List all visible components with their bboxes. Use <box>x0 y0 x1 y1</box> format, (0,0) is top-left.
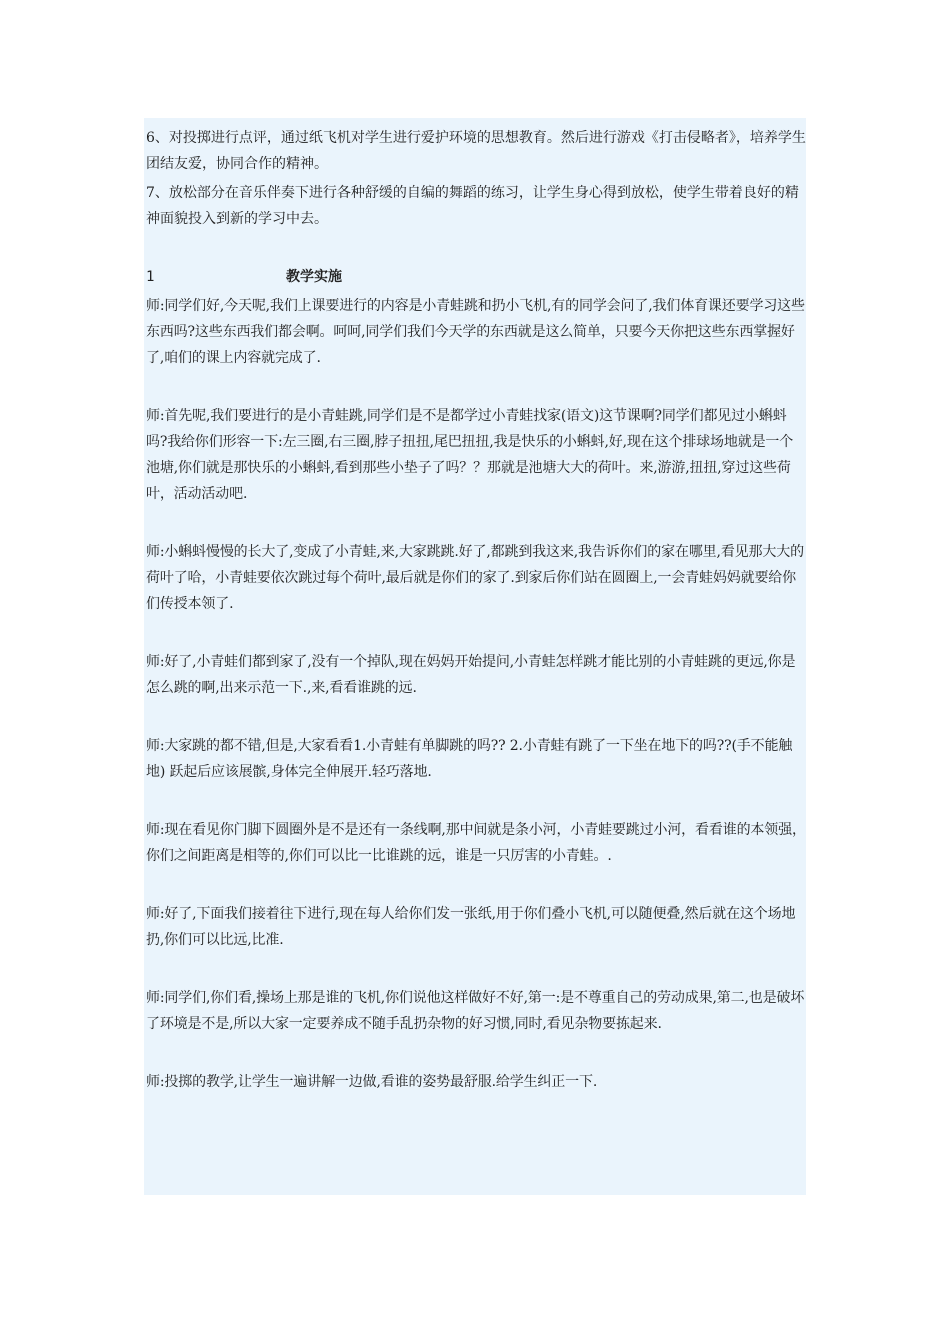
spacer <box>146 235 806 264</box>
heading-title: 教学实施 <box>286 269 342 285</box>
dialog-paragraph-8: 师:同学们,你们看,操场上那是谁的飞机,你们说他这样做好不好,第一:是不尊重自己的劳动成果,第二,也是破坏了环境是不是,所以大家一定要养成不随手乱扔杂物的好习惯,同时,看见杂物要拣起来. <box>146 990 805 1032</box>
dialog-paragraph-2: 师:首先呢,我们要进行的是小青蛙跳,同学们是不是都学过小青蛙找家(语文)这节课啊?同学们都见过小蝌蚪吗?我给你们形容一下:左三圈,右三圈,脖子扭扭,尾巴扭扭,我是快乐的小蝌蚪,好,现在这个排球场地就是一个池塘,你们就是那快乐的小蝌蚪,看到那些小垫子了吗？？那就是池塘大大的荷叶。来,游游,扭扭,穿过这些荷叶，活动活动吧. <box>146 408 794 502</box>
dialog-paragraph-3: 师:小蝌蚪慢慢的长大了,变成了小青蛙,来,大家跳跳.好了,都跳到我这来,我告诉你们的家在哪里,看见那大大的荷叶了哈，小青蛙要依次跳过每个荷叶,最后就是你们的家了.到家后你们站在圆圈上,一会青蛙妈妈就要给你们传授本领了. <box>146 544 804 612</box>
section-heading <box>146 264 806 290</box>
document-content-block <box>144 118 806 1195</box>
paragraph-intro-6: 6、对投掷进行点评，通过纸飞机对学生进行爱护环境的思想教育。然后进行游戏《打击侵略者》，培养学生团结友爱，协同合作的精神。 <box>146 130 806 172</box>
dialog-paragraph-1: 师:同学们好,今天呢,我们上课要进行的内容是小青蛙跳和扔小飞机,有的同学会问了,我们体育课还要学习这些东西吗?这些东西我们都会啊。呵呵,同学们我们今天学的东西就是这么简单，只要今天你把这些东西掌握好了,咱们的课上内容就完成了. <box>146 298 805 366</box>
dialog-paragraph-7: 师:好了,下面我们接着往下进行,现在每人给你们发一张纸,用于你们叠小飞机,可以随便叠,然后就在这个场地扔,你们可以比远,比准. <box>146 906 796 948</box>
paragraph-intro-7: 7、放松部分在音乐伴奏下进行各种舒缓的自编的舞蹈的练习，让学生身心得到放松，使学生带着良好的精神面貌投入到新的学习中去。 <box>146 185 799 227</box>
heading-number: 1 <box>146 269 155 285</box>
dialog-paragraph-9: 师:投掷的教学,让学生一遍讲解一边做,看谁的姿势最舒服.给学生纠正一下. <box>146 1074 598 1090</box>
dialog-paragraph-6: 师:现在看见你门脚下圆圈外是不是还有一条线啊,那中间就是条小河，小青蛙要跳过小河，看看谁的本领强，你们之间距离是相等的,你们可以比一比谁跳的远，谁是一只厉害的小青蛙。. <box>146 822 806 864</box>
dialog-paragraph-5: 师:大家跳的都不错,但是,大家看看1.小青蛙有单脚跳的吗?? 2.小青蛙有跳了一下坐在地下的吗??(手不能触地) 跃起后应该展髌,身体完全伸展开.轻巧落地. <box>146 738 793 780</box>
dialog-paragraph-4: 师:好了,小青蛙们都到家了,没有一个掉队,现在妈妈开始提问,小青蛙怎样跳才能比别的小青蛙跳的更远,你是怎么跳的啊,出来示范一下.,来,看看谁跳的远. <box>146 654 796 696</box>
